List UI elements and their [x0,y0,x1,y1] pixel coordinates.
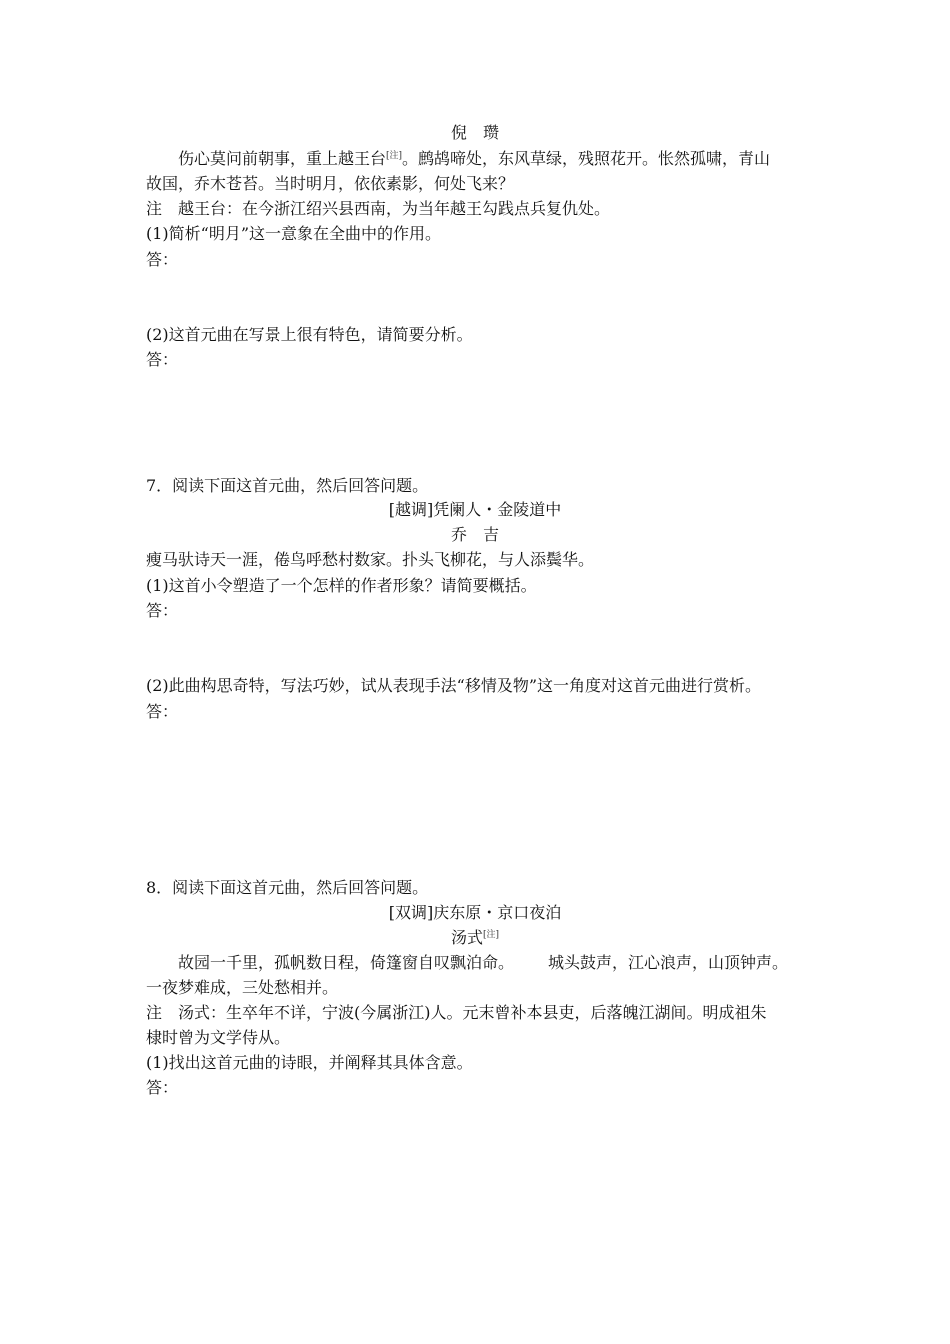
poem1-question-1: (1)简析“明月”这一意象在全曲中的作用。 [146,224,442,243]
q7-text: 瘦马驮诗天一涯，倦鸟呼愁村数家。扑头飞柳花，与人添鬓华。 [146,550,595,569]
q8-intro: 8．阅读下面这首元曲，然后回答问题。 [146,878,429,897]
q7-answer-2-label: 答： [146,702,179,721]
q8-author [0,928,950,948]
q7-title: [越调]凭阑人・金陵道中 [388,500,562,519]
q8-question-1: (1)找出这首元曲的诗眼，并阐释其具体含意。 [146,1053,473,1072]
q7-intro: 7．阅读下面这首元曲，然后回答问题。 [146,476,429,495]
q8-author-name: 汤式 [450,928,483,947]
q8-line1 [178,953,788,973]
footnote-marker: [注] [386,151,403,161]
q8-note-line2: 棣时曾为文学侍从。 [146,1028,291,1047]
poem1-line1-rest: 。鹧鸪啼处，东风草绿，残照花开。怅然孤啸，青山 [402,149,771,168]
q7-question-1: (1)这首小令塑造了一个怎样的作者形象？请简要概括。 [146,576,537,595]
q8-line1-part-b: 城头鼓声，江心浪声，山顶钟声。 [548,953,789,972]
q8-line2: 一夜梦难成，三处愁相并。 [146,978,339,997]
q7-question-2: (2)此曲构思奇特，写法巧妙，试从表现手法“移情及物”这一角度对这首元曲进行赏析。 [146,676,762,695]
poem1-question-2: (2)这首元曲在写景上很有特色，请简要分析。 [146,325,473,344]
poem1-line1-text: 伤心莫问前朝事，重上越王台 [178,149,387,168]
q8-title: [双调]庆东原・京口夜泊 [388,903,562,922]
poem1-answer-1-label: 答： [146,250,179,269]
q8-answer-1-label: 答： [146,1078,179,1097]
q7-author: 乔 吉 [450,525,499,544]
q7-answer-1-label: 答： [146,601,179,620]
poem1-line1 [178,149,770,169]
poem1-note: 注 越王台：在今浙江绍兴县西南，为当年越王勾践点兵复仇处。 [146,199,611,218]
poem1-line2: 故国，乔木苍苔。当时明月，依依素影，何处飞来？ [146,174,515,193]
footnote-marker: [注] [482,930,500,940]
q8-line1-part-a: 故园一千里，孤帆数日程，倚篷窗自叹飘泊命。 [178,953,515,972]
poem1-answer-2-label: 答： [146,350,179,369]
q8-note-line1: 注 汤式：生卒年不详，宁波(今属浙江)人。元末曾补本县吏，后落魄江湖间。明成祖朱 [146,1003,767,1022]
poem1-author: 倪 瓒 [450,123,499,142]
